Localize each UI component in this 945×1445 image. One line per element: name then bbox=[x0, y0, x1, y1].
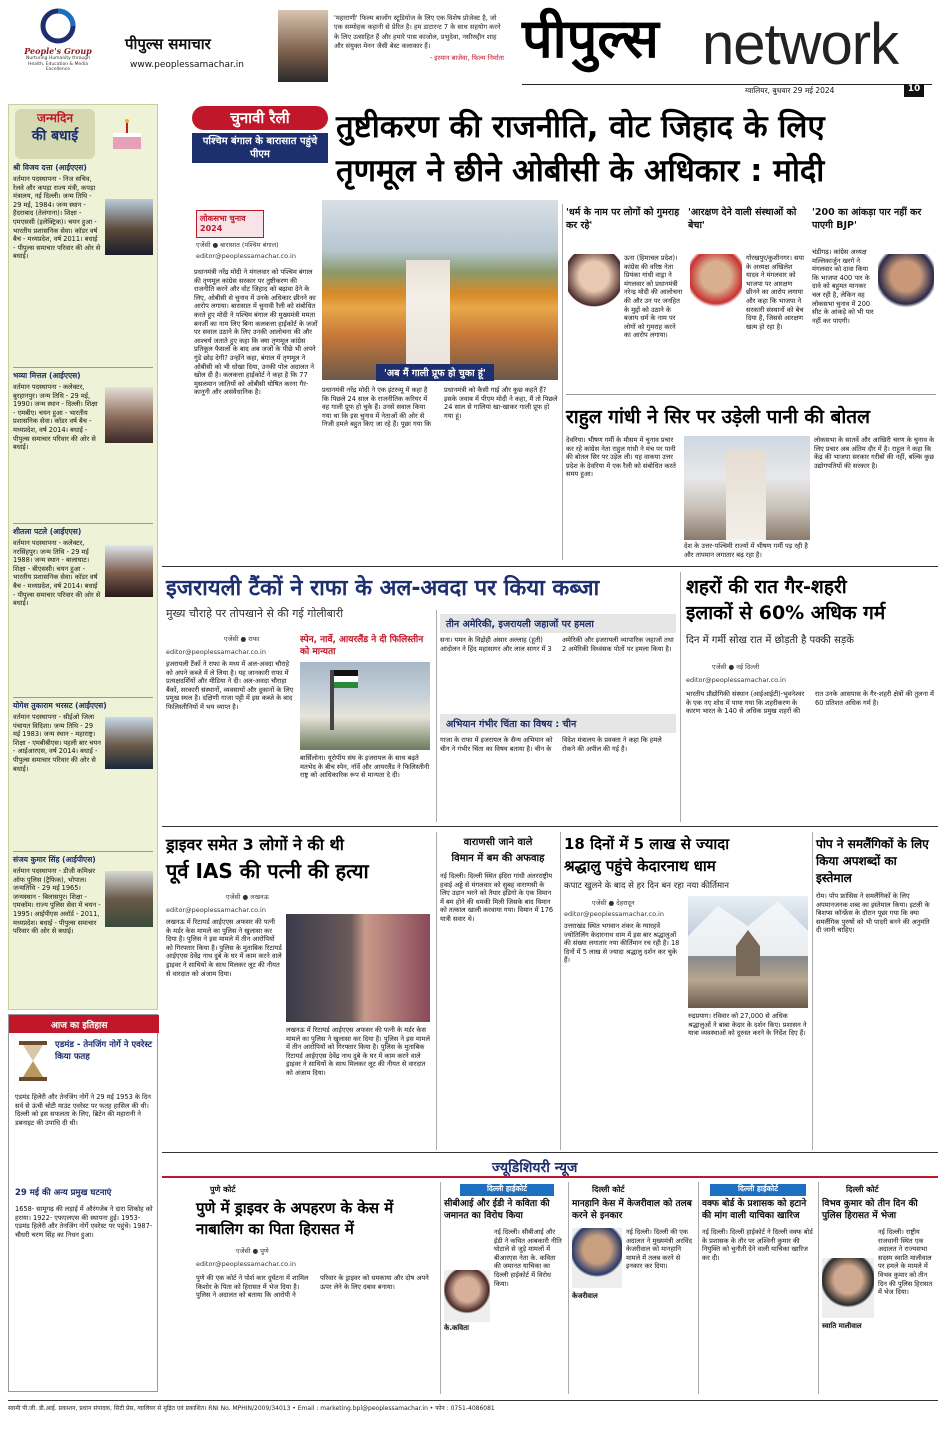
akhilesh-photo bbox=[690, 254, 742, 318]
israel-byline: एजेंसी ● राफा bbox=[224, 635, 260, 643]
s5-headline: विभव कुमार को तीन दिन की पुलिस हिरासत में भेजा bbox=[822, 1199, 918, 1221]
paper-name: पीपुल्स समाचार bbox=[125, 35, 211, 53]
history-events-title: 29 मई की अन्य प्रमुख घटनाएं bbox=[15, 1188, 112, 1198]
lead-photo bbox=[322, 200, 558, 380]
lead-body-2: प्रधानमंत्री नरेंद्र मोदी ने एक इंटरव्यू में कहा है कि पिछले 24 साल के राजनीतिक करियर में वह गाली प्रूफ हो चुके हैं। उनसे सवाल किया गया था कि इस चुनाव में नेताओं की ओर से निजी हमले बहुत किए जा रहे हैं। पूछा गया कि प्रधानमंत्री को कैसी गाई और कुछ कहते हैं? इसके जवाब में पीएम मोदी ने कहा, मैं तो पिछले 24 साल से गालियां खा-खाकर गाली प्रूफ हो गया हूं। bbox=[322, 386, 558, 429]
lead-byline: एजेंसी ● बारासात (पश्चिम बंगाल) bbox=[196, 241, 279, 249]
kedar-photo bbox=[688, 896, 808, 1008]
bomb-headline-1: वाराणसी जाने वाले bbox=[463, 837, 533, 848]
quote-text: 'महाराणी' फिल्म बाजोंग स्टूडियोज के लिए एक विशेष प्रोजेक्ट है, जो एक सम्मोहक कहानी से प्रेरित है। हम डाटारन्ट 7 के साथ सहयोग करने के लिए उत्साहित हैं और हमारे पास काजोल, प्रभुदेवा, नसीरुद्दीन शाह और संयुक्त मेनन जैसी बेस्ट कलाकार हैं। bbox=[334, 14, 501, 51]
quote-author: - इरमान बाजेवा, फिल्म निर्माता bbox=[429, 53, 504, 62]
birthday-column bbox=[8, 104, 158, 1010]
israel-subhead: मुख्य चौराहे पर तोपखाने से की गई गोलीबारी bbox=[166, 607, 344, 620]
rahul-body: देवरिया। भीषण गर्मी के मौसम में चुनाव प्रचार कर रहे कांग्रेस नेता राहुल गांधी ने मंच पर पानी की बोतल सिर पर उड़ेल ली। यह वाकया उत्तर प्रदेश के देवरिया में एक रैली को संबोधित करते समय हुआ। bbox=[566, 436, 676, 479]
imprint-line: स्वामी पी.जी. डी.आई. प्रकाशन, प्रधान संपादक, सिटी प्रेस, ग्वालियर से मुद्रित एवं प्रकाशित। RNI No. MPHIN/2009/34013 • Email : marketing.bpl@peoplessamachar.in • फोन : 0751-4086081 bbox=[8, 1405, 495, 1412]
court-label-4: दिल्ली हाईकोर्ट bbox=[710, 1184, 806, 1196]
china-head: अभियान गंभीर चिंता का विषय : चीन bbox=[440, 714, 676, 733]
lead-photo-caption: 'अब मैं गाली प्रूफ हो चुका हूं' bbox=[376, 364, 494, 381]
quote-akhilesh-body: गोरखपुर/कुशीनगर। सपा के अध्यक्ष अखिलेश यादव ने मंगलवार को भाजपा पर आरक्षण छीनने का आरोप लगाया और कहा कि भाजपा ने सरकारी संस्थानों को बेच दिया है, जिससे आरक्षण खत्म हो रहा है। bbox=[746, 254, 805, 331]
birthday-title-1: जन्मदिन bbox=[36, 111, 74, 125]
s1-body: पुणे की एक कोर्ट ने पोर्श कार दुर्घटना में शामिल किशोर के पिता को हिरासत में भेज दिया है। पुलिस ने अदालत को बताया कि आरोपी ने परिवार के ड्राइवर को धमकाया और दोष अपने ऊपर लेने के लिए दबाव बनाया। bbox=[196, 1274, 429, 1300]
kedar-headline-2: श्रद्धालु पहुंचे केदारनाथ धाम bbox=[564, 857, 716, 875]
s3-headline: मानहानि केस में केजरीवाल को तलब करने से इनकार bbox=[572, 1199, 692, 1221]
history-box bbox=[8, 1014, 158, 1392]
ias-email[interactable]: editor@peoplessamachar.co.in bbox=[166, 906, 266, 914]
kavita-photo bbox=[444, 1270, 490, 1322]
birthday-person bbox=[13, 527, 155, 683]
quote-akhilesh-head: 'आरक्षण देने वाली संस्थाओं को बेचा' bbox=[688, 207, 797, 231]
kejriwal-caption: केजरीवाल bbox=[572, 1292, 598, 1300]
ias-photo bbox=[286, 914, 430, 1022]
ias-byline: एजेंसी ● लखनऊ bbox=[226, 893, 269, 901]
birthday-person bbox=[13, 855, 155, 1007]
pope-headline: पोप ने समलैंगिकों के लिए किया अपशब्दों का इस्तेमाल bbox=[816, 837, 929, 885]
s4-headline: वक्फ बोर्ड के प्रशासक को हटाने की मांग वाली याचिका खारिज bbox=[702, 1199, 807, 1221]
person-name: भव्या मित्तल (आईएएस) bbox=[13, 371, 81, 380]
kedar-email[interactable]: editor@peoplessamachar.co.in bbox=[564, 910, 664, 918]
masthead-quote bbox=[334, 14, 504, 62]
group-name: People's Group bbox=[24, 46, 92, 56]
quote-priyanka-body: ऊना (हिमाचल प्रदेश)। कांग्रेस की वरिष्ठ नेता प्रियंका गांधी वाड्रा ने मंगलवार को प्रधानमंत्री नरेन्द्र मोदी की आलोचना की और उन पर जनहित के मुद्दों को उठाने के बजाय धर्म के नाम पर लोगों को गुमराह करने का आरोप लगाया। bbox=[624, 254, 683, 340]
heat-byline: एजेंसी ● नई दिल्ली bbox=[712, 663, 760, 671]
ias-headline-1: ड्राइवर समेत 3 लोगों ने की थी bbox=[166, 835, 344, 854]
palestine-body: बार्सिलोना। यूरोपीय संघ के इजरायल के साथ बढ़ते मतभेद के बीच स्पेन, नॉर्वे और आयरलैंड ने फिलिस्तीनी राष्ट्र को आधिकारिक रूप से मान्यता दे दी। bbox=[300, 754, 430, 780]
heat-subhead: दिन में गर्मी सोख रात में छोड़ती है पक्की सड़कें bbox=[686, 635, 854, 646]
s2-body: नई दिल्ली। सीबीआई और ईडी ने कथित आबकारी नीति घोटाले से जुड़े मामलों में बीआरएस नेता के. कविता की जमानत याचिका का दिल्ली हाईकोर्ट में विरोध किया। bbox=[494, 1228, 562, 1288]
lead-headline-1: तुष्टीकरण की राजनीति, वोट जिहाद के लिए bbox=[336, 109, 825, 145]
kedar-body: उत्तराखंड स्थित भगवान शंकर के ग्यारहवें ज्योतिर्लिंग केदारनाथ धाम में इस बार श्रद्धालुओं की संख्या लगातार नया कीर्तिमान रच रही है। 18 दिनों में 5 लाख से ज्यादा श्रद्धालु दर्शन कर चुके हैं। bbox=[564, 922, 680, 965]
court-label-2: दिल्ली हाईकोर्ट bbox=[460, 1184, 554, 1196]
quote-akhilesh bbox=[688, 206, 806, 390]
person-photo bbox=[105, 199, 153, 255]
court-label-3: दिल्ली कोर्ट bbox=[592, 1185, 625, 1194]
pope-body: रोम। पोप फ्रांसिस ने समलैंगिकों के लिए अपमानजनक शब्द का इस्तेमाल किया। इटली के बिशप्स कॉन्फ्रेंस के दौरान पूछा गया कि क्या समलैंगिक पुरुषों को भी पादरी बनने की अनुमति दी जानी चाहिए। bbox=[816, 892, 930, 935]
history-title-text: आज का इतिहास bbox=[51, 1021, 108, 1031]
cake-icon bbox=[107, 115, 147, 155]
person-details: वर्तमान पदस्थापना - निज सचिव, रेलवे और कपड़ा राज्य मंत्री, कपड़ा मंत्रालय, नई दिल्ली। जन्म तिथि - 29 मई, 1984। जन्म स्थान - हैदराबाद (तेलंगाना)। शिक्षा - एमएससी (इलेक्ट्रिक)। चयन हुआ - भारतीय प्रशासनिक सेवा। कॉडर वर्ष बैच - मध्यप्रदेश, वर्ष 2011। बधाई - पीपुल्स समाचार परिवार की ओर से बधाई। bbox=[13, 175, 101, 261]
lead-body: प्रधानमंत्री नरेंद्र मोदी ने मंगलवार को पश्चिम बंगाल की तृणमूल कांग्रेस सरकार पर तुष्टीकरण की राजनीति करने और वोट जिहाद को बढ़ावा देने के लिए, ओबीसी से चुनाव में उनके अधिकार छीनने का आरोप लगाया। बारासात में चुनावी रैली को संबोधित करते हुए मोदी ने पश्चिम बंगाल की मुख्यमंत्री ममता बनर्जी का नाम लिए बिना कलकत्ता हाईकोर्ट के जजों पर सवाल उठाने के लिए उनकी आलोचना की और आश्चर्य जताते हुए कहा कि क्या तृणमूल कांग्रेस प्रतिकूल फैसलों के बाद अब जजों के पीछे भी अपने गुंडे छोड़ देगी? उन्होंने कहा, बंगाल में तृणमूल ने ओबीसी को भी धोखा दिया, उनकी पोल अदालत ने खोल दी है। कलकत्ता हाईकोर्ट ने कहा है कि 77 मुसलमान जातियों को ओबीसी घोषित करना गैर-कानूनी और असंवैधानिक है। bbox=[194, 268, 318, 397]
maliwal-photo bbox=[822, 1258, 874, 1318]
ias-body: लखनऊ में रिटायर्ड आईएएस अफसर की पत्नी के मर्डर केस मामले का पुलिस ने खुलासा कर दिया है। पुलिस ने इस मामले में तीन आरोपियों को गिरफ्तार किया है। पुलिस के मुताबिक रिटायर्ड आईएएस देवेंद्र नाथ दुबे के घर में काम करने वाले ड्राइवर ने साथियों के साथ मिलकर लूट की नीयत से वारदात को अंजाम दिया। bbox=[166, 918, 282, 978]
person-name: संजय कुमार सिंह (आईपीएस) bbox=[13, 855, 96, 864]
birthday-title bbox=[15, 109, 95, 159]
ias-headline-2: पूर्व IAS की पत्नी की हत्या bbox=[166, 859, 369, 883]
israel-email[interactable]: editor@peoplessamachar.co.in bbox=[166, 648, 266, 656]
quote-kharge-body: चंडीगढ़। कांग्रेस अध्यक्ष मल्लिकार्जुन खरगे ने मंगलवार को दावा किया कि भाजपा 400 पार के दावे को बहुमत मानकर चल रही है, लेकिन वह लोकसभा चुनाव में 200 सीट के आंकड़े को भी पार नहीं कर पाएगी। bbox=[812, 248, 874, 325]
history-body: एडमंड हिलेरी और तेनजिंग नोर्गे ने 29 मई 1953 के दिन सर्व से ऊंची चोटी माउंट एवरेस्ट पर फतह हासिल की थी। दिल्ली को इस सफलता के लिए, ब्रिटेन की महारानी ने डबनाइट की उपाधि दी थी। bbox=[15, 1093, 151, 1127]
lead-email[interactable]: editor@peoplessamachar.co.in bbox=[196, 252, 296, 260]
brand-english: network bbox=[702, 12, 899, 77]
birthday-person bbox=[13, 701, 155, 849]
birthday-title-2: की बधाई bbox=[31, 128, 79, 144]
person-name: श्री विजय दत्ता (आईएएस) bbox=[13, 163, 87, 172]
heat-email[interactable]: editor@peoplessamachar.co.in bbox=[686, 676, 786, 684]
person-details: वर्तमान पदस्थापना - कलेक्टर, बुरहानपुर। जन्म तिथि - 29 मई, 1990। जन्म स्थान - दिल्ली। शिक्षा - एमबीए। चयन हुआ - भारतीय प्रशासनिक सेवा। कॉडर वर्ष बैच - मध्यप्रदेश, वर्ष 2014। बधाई - पीपुल्स समाचार परिवार की ओर से बधाई। bbox=[13, 383, 98, 452]
priyanka-photo bbox=[568, 254, 620, 318]
kedar-headline-1: 18 दिनों में 5 लाख से ज्यादा bbox=[564, 835, 730, 853]
brand-hindi: पीपुल्स bbox=[522, 7, 659, 70]
lead-kicker bbox=[192, 106, 328, 166]
us-ships-body: सना। यमन के विद्रोही अंसार अल्लाह (हूती) आंदोलन ने हिंद महासागर और लाल सागर में 3 अमेरिकी और इजरायली व्यापारिक जहाजों तथा 2 अमेरिकी विध्वंसक पोतों पर हमला किया है। bbox=[440, 636, 674, 653]
heat-headline-1: शहरों की रात गैर-शहरी bbox=[686, 576, 847, 598]
quote-kharge-head: '200 का आंकड़ा पार नहीं कर पाएगी BJP' bbox=[812, 207, 922, 231]
bomb-headline-2: विमान में बम की अफवाह bbox=[451, 853, 545, 864]
lead-kicker-sub: पश्चिम बंगाल के बारासात पहुंचे पीएम bbox=[192, 133, 328, 163]
history-headline: एडमंड - तेनजिंग नोर्गे ने एवरेस्ट किया फतह bbox=[55, 1040, 152, 1062]
person-details: वर्तमान पदस्थापना - डीजी कमिश्नर ऑफ पुलिस (ट्रैफिक), भोपाल। जन्मतिथि - 29 मई 1965। जन्मस्थान - बिलासपुर। शिक्षा - एमकॉम। राज्य पुलिस सेवा में चयन - 1995। आईपीएस अवॉर्ड - 2011, मध्यप्रदेश। बधाई - पीपुल्स समाचार परिवार की ओर से बधाई। bbox=[13, 867, 101, 936]
birthday-person bbox=[13, 371, 155, 519]
lead-kicker-main: चुनावी रैली bbox=[192, 106, 328, 130]
peoples-group-logo bbox=[18, 6, 98, 90]
us-ships-head: तीन अमेरिकी, इजरायली जहाजों पर हमला bbox=[440, 614, 676, 633]
election-badge bbox=[196, 210, 264, 238]
rahul-headline: राहुल गांधी ने सिर पर उड़ेली पानी की बोतल bbox=[566, 406, 871, 428]
s3-body: नई दिल्ली। दिल्ली की एक अदालत ने मुख्यमंत्री अरविंद केजरीवाल को मानहानि मामले में तलब करने से इनकार कर दिया। bbox=[626, 1228, 692, 1271]
person-photo bbox=[105, 545, 153, 597]
dateline: ग्वालियर, बुधवार 29 मई 2024 bbox=[745, 86, 835, 95]
maliwal-caption: स्वाति मालीवाल bbox=[822, 1322, 862, 1330]
court-label-1: पुणे कोर्ट bbox=[210, 1185, 236, 1194]
history-title bbox=[9, 1015, 159, 1033]
israel-headline: इजरायली टैंकों ने राफा के अल-अवदा पर किया कब्जा bbox=[166, 576, 600, 601]
person-photo bbox=[105, 871, 153, 927]
person-photo bbox=[105, 387, 153, 443]
rahul-side-body: लोकसभा के सातवें और आखिरी चरण के चुनाव के लिए प्रचार अब अंतिम दौर में है। राहुल ने कहा कि केंद्र की भाजपा सरकार गरीबों की नहीं, बल्कि कुछ उद्योगपतियों की सरकार है। bbox=[814, 436, 935, 470]
election-badge-text: लोकसभा चुनाव 2024 bbox=[200, 214, 246, 233]
quote-photo bbox=[278, 10, 328, 82]
kejriwal-photo bbox=[572, 1228, 622, 1288]
rahul-photo bbox=[684, 436, 810, 540]
person-name: शीतला पटले (आईएएस) bbox=[13, 527, 82, 536]
heat-body: भारतीय प्रौद्योगिकी संस्थान (आईआईटी)-भुवनेश्वर के एक नए शोध में पाया गया कि शहरीकरण के कारण भारत के 140 से अधिक प्रमुख शहरों की रात उनके आसपास के गैर-शहरी क्षेत्रों की तुलना में 60 प्रतिशत अधिक गर्म है। bbox=[686, 690, 935, 716]
palestine-photo bbox=[300, 662, 430, 750]
s2-headline: सीबीआई और ईडी ने कविता की जमानत का विरोध किया bbox=[444, 1199, 550, 1221]
website-link[interactable]: www.peoplessamachar.in bbox=[130, 60, 244, 70]
palestine-head: स्पेन, नार्वे, आयरलैंड ने दी फिलिस्तीन को मान्यता bbox=[300, 635, 424, 657]
person-details: वर्तमान पदस्थापना - कलेक्टर, नरसिंहपुर। जन्म तिथि - 29 मई 1988। जन्म स्थान - बालाघाट। शिक्षा - बीएससी। चयन हुआ - भारतीय प्रशासनिक सेवा। कॉडर वर्ष बैच - मध्यप्रदेश, वर्ष 2014। बधाई - पीपुल्स समाचार परिवार की ओर से बधाई। bbox=[13, 539, 101, 608]
s5-body: नई दिल्ली। राष्ट्रीय राजधानी स्थित एक अदालत ने राज्यसभा सदस्य स्वाति मालीवाल पर हमले के मामले में विभव कुमार को तीन दिन की पुलिस हिरासत में भेज दिया। bbox=[878, 1228, 933, 1297]
lead-headline-2: तृणमूल ने छीने ओबीसी के अधिकार : मोदी bbox=[336, 153, 825, 189]
kedar-side-body: रुद्रप्रयाग। रविवार को 27,000 से अधिक श्रद्धालुओं ने बाबा केदार के दर्शन किए। प्रशासन ने यात्रा व्यवस्थाओं को दुरुस्त करने के निर्देश दिए हैं। bbox=[688, 1012, 807, 1038]
kedar-subhead: कपाट खुलने के बाद से हर दिन बन रहा नया कीर्तिमान bbox=[564, 881, 729, 891]
quote-priyanka bbox=[566, 206, 684, 390]
hourglass-icon bbox=[15, 1039, 51, 1083]
heat-headline-2: इलाकों से 60% अधिक गर्म bbox=[686, 602, 886, 624]
person-name: योगेश तुकाराम भरसट (आईएएस) bbox=[13, 701, 107, 710]
court-label-5: दिल्ली कोर्ट bbox=[846, 1185, 879, 1194]
judiciary-banner-text: ज्यूडिशियरी न्यूज bbox=[492, 1160, 578, 1176]
group-tagline: Nurturing Humanity through Health, Education & Media Excellence bbox=[26, 56, 90, 72]
history-events: 1658- सामूगढ़ की लड़ाई में औरंगजेब ने दारा शिकोह को हराया। 1922- एफएलएस की स्थापना हुई। 1953- एडमंड हिलेरी और तेनजिंग नोर्गे एवरेस्ट पर पहुंचे। 1987- चौधरी चरण सिंह का निधन हुआ। bbox=[15, 1205, 153, 1239]
china-body: गाजा के राफा में इजरायल के सैन्य अभियान को चीन ने गंभीर चिंता का विषय बताया है। चीन के विदेश मंत्रालय के प्रवक्ता ने कहा कि हमले रोकने की अपील की गई है। bbox=[440, 736, 662, 753]
judiciary-banner bbox=[162, 1156, 938, 1178]
person-details: वर्तमान पदस्थापना - सीईओ जिला पंचायत विदिशा। जन्म तिथि - 29 मई 1983। जन्म स्थान - महाराष्ट्र। शिक्षा - एमबीबीएस। पहली बार चयन - आईआरएस, वर्ष 2014। बधाई - पीपुल्स समाचार परिवार की ओर से बधाई। bbox=[13, 713, 101, 773]
s1-byline: एजेंसी ● पुणे bbox=[236, 1247, 269, 1255]
quote-kharge bbox=[812, 206, 936, 390]
israel-body: इजरायली टैंकों ने राफा के मध्य में अल-अवदा चौराहे को अपने कब्जे में ले लिया है। यह जानकारी राफा में प्रत्यक्षदर्शियों और मीडिया ने दी। अल-अवदा चौराहा बैंकों, सरकारी संस्थानों, व्यवसायों और दुकानों के लिए प्रमुख स्थल है। दक्षिणी गाजा पट्टी में इस कब्जे के बाद फिलिस्तीनियों में भय व्याप्त है। bbox=[166, 660, 294, 711]
s4-body: नई दिल्ली। दिल्ली हाईकोर्ट ने दिल्ली वक्फ बोर्ड के प्रशासक के तौर पर अश्विनी कुमार की नियुक्ति को चुनौती देने वाली याचिका खारिज कर दी। bbox=[702, 1228, 813, 1262]
peoples-group-logo-icon bbox=[38, 6, 78, 46]
kedar-byline: एजेंसी ● देहरादून bbox=[592, 899, 635, 907]
modi-figure bbox=[406, 260, 450, 380]
ias-body-2: लखनऊ में रिटायर्ड आईएएस अफसर की पत्नी के मर्डर केस मामले का पुलिस ने खुलासा कर दिया है। पुलिस ने इस मामले में तीन आरोपियों को गिरफ्तार किया है। पुलिस के मुताबिक रिटायर्ड आईएएस देवेंद्र नाथ दुबे के घर में काम करने वाले ड्राइवर ने साथियों के साथ मिलकर लूट की नीयत से वारदात को अंजाम दिया। bbox=[286, 1026, 430, 1077]
kharge-photo bbox=[878, 254, 934, 318]
person-photo bbox=[105, 717, 153, 769]
rahul-caption: देश के उत्तर-पश्चिमी राज्यों में भीषण गर्मी पड़ रही है और तापमान लगातार बढ़ रहा है। bbox=[684, 542, 808, 559]
kavita-caption: के.कविता bbox=[444, 1324, 469, 1332]
s1-headline: पुणे में ड्राइवर के अपहरण के केस में नाबालिग का पिता हिरासत में bbox=[196, 1199, 394, 1238]
bomb-body: नई दिल्ली। दिल्ली स्थित इंदिरा गांधी अंतरराष्ट्रीय हवाई अड्डे से मंगलवार को सुबह वाराणसी के लिए उड़ान भरने को तैयार इंडिगो के एक विमान में बम होने की धमकी मिली जिसके बाद विमान को तत्काल खाली करवाया गया। विमान में 176 यात्री सवार थे। bbox=[440, 872, 554, 923]
quote-priyanka-head: 'धर्म के नाम पर लोगों को गुमराह कर रहे' bbox=[566, 207, 680, 231]
masthead bbox=[0, 0, 945, 100]
s1-email[interactable]: editor@peoplessamachar.co.in bbox=[196, 1260, 296, 1268]
birthday-person bbox=[13, 163, 155, 375]
page-number: 10 bbox=[904, 84, 924, 97]
